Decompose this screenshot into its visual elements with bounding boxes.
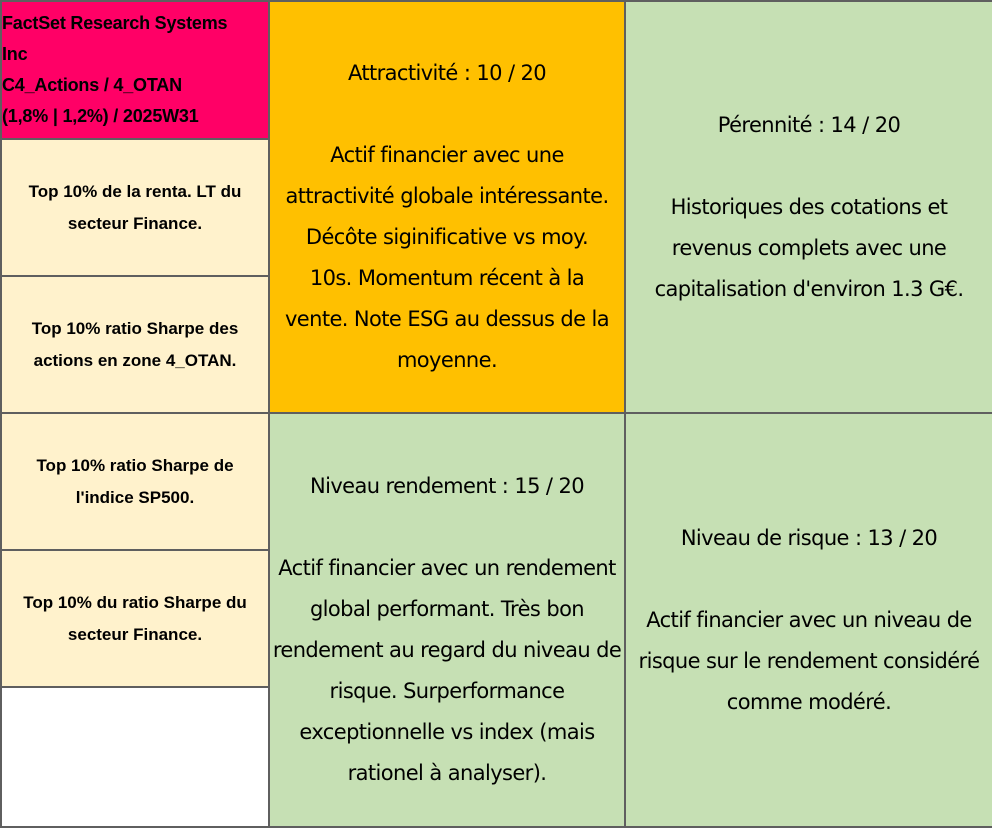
tag-renta-secteur — [1, 139, 269, 276]
empty-cell — [1, 687, 269, 827]
rates-week-line: (1,8% | 1,2%) / 2025W31 — [2, 106, 199, 126]
risque-title: Niveau de risque : 13 / 20 — [680, 525, 938, 550]
attractivite-description: Actif financier avec une attractivité globale intéressante. Décôte siginificative vs moy. 10s. Momentum récent à la vente. Note ESG au dessus de la moyenne. — [284, 143, 610, 372]
attractivite-title: Attractivité : 10 / 20 — [347, 61, 547, 85]
rendement-title: Niveau rendement : 15 / 20 — [309, 474, 584, 498]
risque-card — [625, 413, 992, 827]
attractivite-card — [269, 1, 625, 413]
company-header-cell — [1, 1, 269, 139]
rendement-card — [269, 413, 625, 827]
perennite-title: Pérennité : 14 / 20 — [717, 112, 901, 137]
tag-sharpe-zone — [1, 276, 269, 413]
category-zone-line: C4_Actions / 4_OTAN — [2, 75, 182, 95]
tag-sharpe-secteur — [1, 550, 269, 687]
tag-renta-secteur-label: Top 10% de la renta. LT du secteur Finance. — [28, 181, 242, 233]
tag-sharpe-zone-label: Top 10% ratio Sharpe des actions en zone 4_OTAN. — [31, 318, 239, 370]
perennite-description: Historiques des cotations et revenus complets avec une capitalisation d'environ 1.3 G€. — [654, 194, 964, 301]
rendement-description: Actif financier avec un rendement global performant. Très bon rendement au regard du niveau de risque. Surperformance exceptionnelle vs index (mais rationel à analyser). — [272, 556, 622, 785]
tag-sharpe-secteur-label: Top 10% du ratio Sharpe du secteur Finance. — [23, 592, 247, 644]
tag-sharpe-index — [1, 413, 269, 550]
perennite-card — [625, 1, 992, 413]
company-name-line1: FactSet Research Systems — [2, 13, 228, 33]
company-name-line2: Inc — [2, 44, 28, 64]
risque-description: Actif financier avec un niveau de risque sur le rendement considéré comme modéré. — [638, 607, 980, 714]
tag-sharpe-index-label: Top 10% ratio Sharpe de l'indice SP500. — [36, 455, 234, 507]
